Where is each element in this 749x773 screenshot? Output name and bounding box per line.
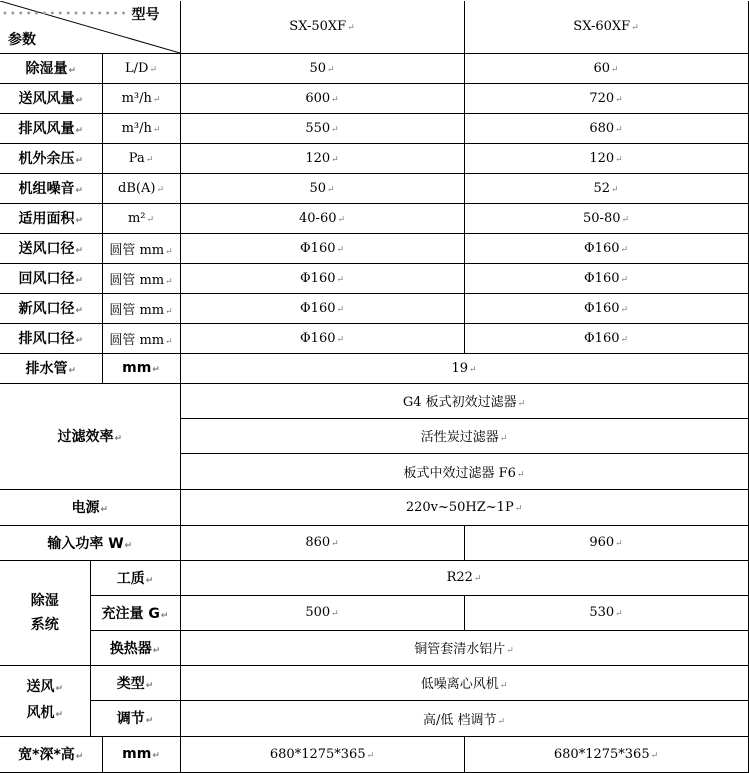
model-2-header: SX-60XF↵	[464, 1, 748, 53]
value-model-1: 550↵	[180, 113, 464, 143]
value-model-2: 680*1275*365↵	[464, 736, 748, 772]
param-name: 机组噪音↵	[0, 173, 102, 203]
value-shared: 19↵	[180, 353, 748, 383]
sub-param-name: 充注量 G↵	[90, 595, 180, 630]
param-unit: 圆管 mm↵	[102, 233, 180, 263]
table-row	[0, 263, 748, 293]
value-model-2: Φ160↵	[464, 323, 748, 353]
table-row	[0, 293, 748, 323]
value-model-2: 52↵	[464, 173, 748, 203]
table-row	[0, 143, 748, 173]
table-row	[0, 736, 748, 772]
value-model-2: 530↵	[464, 595, 748, 630]
value-model-1: 500↵	[180, 595, 464, 630]
value-model-1: Φ160↵	[180, 233, 464, 263]
param-unit: mm↵	[102, 353, 180, 383]
dimensions-label: 宽*深*高↵	[0, 736, 102, 772]
value-shared: 低噪离心风机↵	[180, 665, 748, 700]
table-row	[0, 233, 748, 263]
value-model-1: 860↵	[180, 525, 464, 560]
spec-table	[0, 1, 749, 773]
value-model-1: 120↵	[180, 143, 464, 173]
value-model-1: 50↵	[180, 173, 464, 203]
param-unit: L/D↵	[102, 53, 180, 83]
value-model-1: 600↵	[180, 83, 464, 113]
param-unit: m³/h↵	[102, 113, 180, 143]
value-shared: R22↵	[180, 560, 748, 595]
value-shared: 高/低 档调节↵	[180, 700, 748, 736]
param-name: 适用面积↵	[0, 203, 102, 233]
value-model-1: Φ160↵	[180, 323, 464, 353]
table-row	[0, 700, 748, 736]
input-power-label: 输入功率 W↵	[0, 525, 180, 560]
param-unit: m³/h↵	[102, 83, 180, 113]
sub-param-name: 换热器↵	[90, 630, 180, 665]
param-unit: 圆管 mm↵	[102, 293, 180, 323]
table-row	[0, 203, 748, 233]
value-shared: 铜管套清水铝片↵	[180, 630, 748, 665]
sub-param-name: 类型↵	[90, 665, 180, 700]
value-model-2: 120↵	[464, 143, 748, 173]
dotted-decoration: ••••••••••••••••	[2, 9, 129, 20]
param-unit: 圆管 mm↵	[102, 263, 180, 293]
param-name: 回风口径↵	[0, 263, 102, 293]
param-name: 排水管↵	[0, 353, 102, 383]
header-diagonal-cell	[0, 1, 180, 53]
param-name: 机外余压↵	[0, 143, 102, 173]
table-row	[0, 173, 748, 203]
table-row	[0, 489, 748, 525]
sub-param-name: 调节↵	[90, 700, 180, 736]
param-unit: Pa↵	[102, 143, 180, 173]
value-model-2: 720↵	[464, 83, 748, 113]
value-model-1: 50↵	[180, 53, 464, 83]
value-model-2: 50-80↵	[464, 203, 748, 233]
table-row	[0, 665, 748, 700]
value-model-1: Φ160↵	[180, 293, 464, 323]
model-label: 型号	[131, 7, 160, 23]
table-row	[0, 525, 748, 560]
table-row	[0, 630, 748, 665]
table-row	[0, 383, 748, 418]
param-name: 除湿量↵	[0, 53, 102, 83]
param-unit: m²↵	[102, 203, 180, 233]
dehum-system-label: 除湿 系统	[0, 560, 90, 665]
sub-param-name: 工质↵	[90, 560, 180, 595]
filter-label: 过滤效率↵	[0, 383, 180, 489]
param-name: 送风口径↵	[0, 233, 102, 263]
value-model-2: Φ160↵	[464, 263, 748, 293]
value-model-1: Φ160↵	[180, 263, 464, 293]
filter-item: 板式中效过滤器 F6↵	[180, 453, 748, 489]
param-unit: 圆管 mm↵	[102, 323, 180, 353]
power-label: 电源↵	[0, 489, 180, 525]
table-row	[0, 353, 748, 383]
param-name: 排风风量↵	[0, 113, 102, 143]
value-model-2: Φ160↵	[464, 233, 748, 263]
param-name: 排风口径↵	[0, 323, 102, 353]
value-model-1: 680*1275*365↵	[180, 736, 464, 772]
fan-label: 送风↵ 风机↵	[0, 665, 90, 736]
param-unit: mm↵	[102, 736, 180, 772]
value-model-2: 60↵	[464, 53, 748, 83]
table-row	[0, 53, 748, 83]
value-model-2: Φ160↵	[464, 293, 748, 323]
filter-item: G4 板式初效过滤器↵	[180, 383, 748, 418]
param-name: 送风风量↵	[0, 83, 102, 113]
table-row	[0, 113, 748, 143]
filter-item: 活性炭过滤器↵	[180, 418, 748, 453]
model-1-header: SX-50XF↵	[180, 1, 464, 53]
value-model-1: 40-60↵	[180, 203, 464, 233]
power-value: 220v~50HZ~1P↵	[180, 489, 748, 525]
table-row	[0, 595, 748, 630]
value-model-2: 960↵	[464, 525, 748, 560]
table-row	[0, 560, 748, 595]
param-name: 新风口径↵	[0, 293, 102, 323]
param-label: 参数	[8, 31, 36, 48]
table-row	[0, 323, 748, 353]
value-model-2: 680↵	[464, 113, 748, 143]
table-row	[0, 83, 748, 113]
param-unit: dB(A)↵	[102, 173, 180, 203]
